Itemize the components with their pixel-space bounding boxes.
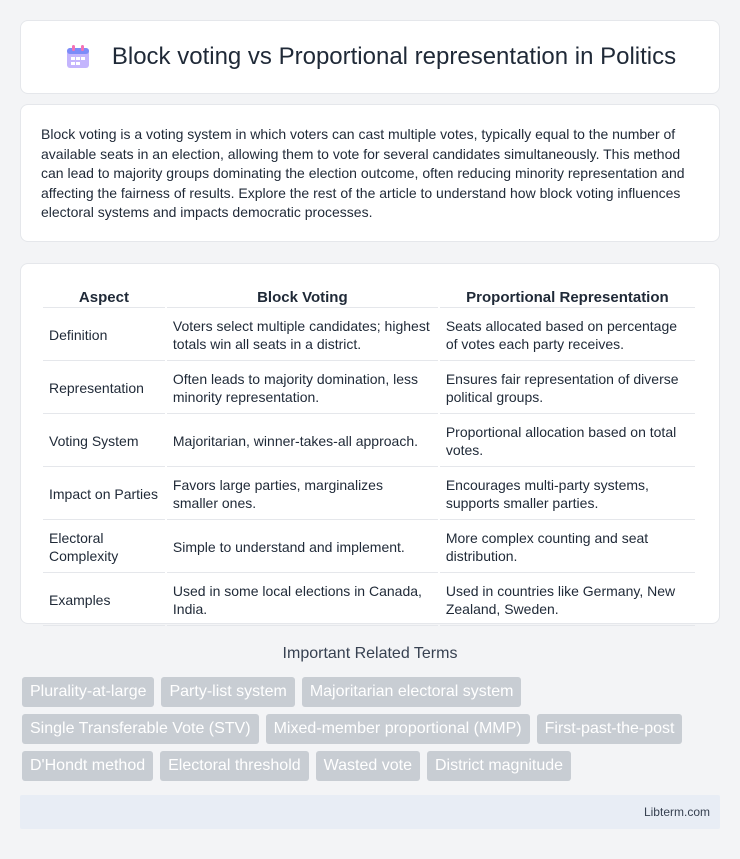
table-cell-proportional: Seats allocated based on percentage of votes each party receives.	[440, 310, 695, 361]
intro-text: Block voting is a voting system in which voters can cast multiple votes, typically equal to the number of available seats in an election, allowing them to vote for several candidates simultaneously. This method can lead to majority groups dominating the election outcome, often reducing minority representation and affecting the fairness of results. Explore the rest of the article to understand how block voting influences electoral systems and impacts democratic processes.	[41, 126, 685, 221]
table-cell-proportional: Used in countries like Germany, New Zealand, Sweden.	[440, 575, 695, 626]
page-title: Block voting vs Proportional representation in Politics	[111, 43, 677, 70]
tag-mixed-member-proportional[interactable]: Mixed-member proportional (MMP)	[266, 714, 530, 744]
header-aspect: Aspect	[43, 286, 165, 308]
tag-dhondt-method[interactable]: D'Hondt method	[22, 751, 153, 781]
table-cell-aspect: Impact on Parties	[43, 469, 165, 520]
table-cell-aspect: Electoral Complexity	[43, 522, 165, 573]
table-cell-aspect: Definition	[43, 310, 165, 361]
table-row	[43, 469, 695, 520]
tag-first-past-the-post[interactable]: First-past-the-post	[537, 714, 683, 744]
table-header-row	[43, 286, 695, 308]
header-proportional-representation: Proportional Representation	[440, 286, 695, 308]
table-cell-proportional: More complex counting and seat distribution.	[440, 522, 695, 573]
tag-wasted-vote[interactable]: Wasted vote	[316, 751, 420, 781]
table-cell-block-voting: Favors large parties, marginalizes smaller ones.	[167, 469, 438, 520]
table-row	[43, 522, 695, 573]
comparison-table	[41, 284, 697, 628]
table-cell-block-voting: Used in some local elections in Canada, India.	[167, 575, 438, 626]
header-card	[20, 20, 720, 94]
table-row	[43, 363, 695, 414]
table-cell-proportional: Proportional allocation based on total votes.	[440, 416, 695, 467]
tag-plurality-at-large[interactable]: Plurality-at-large	[22, 677, 154, 707]
table-cell-proportional: Encourages multi-party systems, supports smaller parties.	[440, 469, 695, 520]
intro-card	[20, 104, 720, 242]
table-row	[43, 310, 695, 361]
table-cell-block-voting: Often leads to majority domination, less minority representation.	[167, 363, 438, 414]
tag-district-magnitude[interactable]: District magnitude	[427, 751, 571, 781]
table-row	[43, 575, 695, 626]
header-block-voting: Block Voting	[167, 286, 438, 308]
table-cell-aspect: Examples	[43, 575, 165, 626]
calendar-icon	[64, 43, 92, 71]
table-cell-aspect: Voting System	[43, 416, 165, 467]
related-terms-title: Important Related Terms	[282, 645, 458, 662]
tag-electoral-threshold[interactable]: Electoral threshold	[160, 751, 309, 781]
table-cell-aspect: Representation	[43, 363, 165, 414]
table-cell-block-voting: Simple to understand and implement.	[167, 522, 438, 573]
comparison-table-card	[20, 263, 720, 624]
tag-party-list-system[interactable]: Party-list system	[161, 677, 294, 707]
table-cell-proportional: Ensures fair representation of diverse political groups.	[440, 363, 695, 414]
tag-majoritarian-electoral-system[interactable]: Majoritarian electoral system	[302, 677, 522, 707]
footer	[20, 795, 720, 829]
related-terms-tags	[22, 677, 702, 781]
table-cell-block-voting: Voters select multiple candidates; highest totals win all seats in a district.	[167, 310, 438, 361]
tag-single-transferable-vote[interactable]: Single Transferable Vote (STV)	[22, 714, 259, 744]
table-row	[43, 416, 695, 467]
footer-site-link[interactable]: Libterm.com	[643, 805, 710, 819]
table-cell-block-voting: Majoritarian, winner-takes-all approach.	[167, 416, 438, 467]
